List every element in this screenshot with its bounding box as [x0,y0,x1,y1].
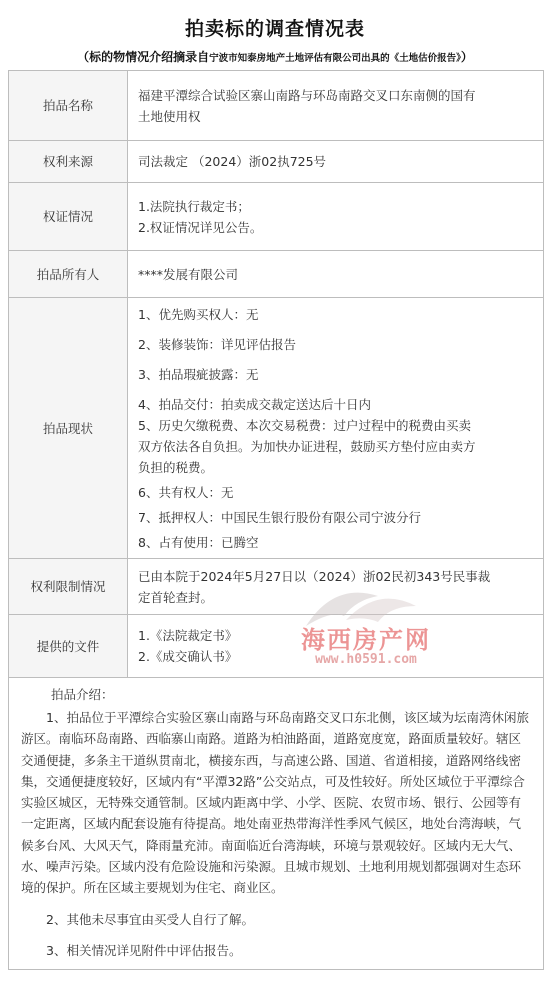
list-item [138,507,535,528]
row-label: 提供的文件 [9,615,128,678]
value-line: 已由本院于2024年5月27日以（2024）浙02民初343号民事裁 [138,568,491,584]
value-line: 定首轮查封。 [138,589,214,605]
table-row [9,615,544,678]
status-line: 负担的税费。 [138,459,214,475]
page-subtitle [0,48,550,65]
table-row [9,183,544,251]
row-label: 拍品名称 [9,71,128,141]
subtitle-suffix: ） [460,50,473,64]
intro-paragraph: 1、拍品位于平潭综合实验区寨山南路与环岛南路交叉口东北侧，该区域为坛南湾休闲旅游区。南临环岛南路、西临寨山南路。道路为柏油路面，道路宽度宽，路面质量较好。辖区交通便捷，多条主干道纵贯南北，横接东西，与高速公路、国道、省道相接，道路网络线密集，交通便捷度较好，区域内有“平潭32路”公交站点，可及性较好。所处区域位于平潭综合实验区城区，无特殊交通管制。区域内距离中学、小学、医院、农贸市场、银行、公园等有一定距离，区域内配套设施有待提高。地处南亚热带海洋性季风气候区，地处台湾海峡，气候多台风、大风天气，降雨量充沛。南面临近台湾海峡，环境与景观较好。区域内无大气、水、噪声污染。区域内没有危险设施和污染源。且城市规划、土地利用规划都强调对生态环境的保护。所在区域主要规划为住宅、商业区。 [21,710,529,896]
row-label: 权证情况 [9,183,128,251]
row-value [128,615,544,678]
table-row [9,559,544,615]
status-line: 5、历史欠缴税费、本次交易税费：过户过程中的税费由买卖 [138,417,471,433]
subtitle-source: 宁波市知泰房地产土地评估有限公司出具的《土地估价报告》 [209,53,461,64]
subtitle-prefix: （标的物情况介绍摘录自 [77,50,210,64]
value-line: 1.法院执行裁定书； [138,198,250,214]
status-line: 4、拍品交付：拍卖成交裁定送达后十日内 [138,396,371,412]
row-value [128,251,544,298]
row-label: 权利限制情况 [9,559,128,615]
status-line: 8、占有使用：已腾空 [138,534,259,550]
status-line: 1、优先购买权人：无 [138,306,259,322]
table-row [9,298,544,559]
list-item [138,364,535,385]
value-line: ****发展有限公司 [138,266,239,282]
status-line: 2、装修装饰：详见评估报告 [138,336,296,352]
table-row [9,141,544,183]
list-item [138,394,535,478]
list-item [138,304,535,325]
page-title: 拍卖标的调查情况表 [184,18,365,40]
intro-cell [9,678,544,970]
intro-heading: 拍品介绍： [51,687,114,702]
status-line: 3、拍品瑕疵披露：无 [138,366,259,382]
value-line: 司法裁定 （2024）浙02执725号 [138,154,327,169]
table-row [9,251,544,298]
document-link: 1.《法院裁定书》 [138,628,238,643]
status-line: 双方依法各自负担。为加快办证进程，鼓励买方垫付应由卖方 [138,438,476,454]
row-label: 权利来源 [9,141,128,183]
list-item [138,532,535,553]
table-row [9,678,544,970]
survey-table [8,70,544,970]
row-value [128,559,544,615]
list-item [138,334,535,355]
document-link: 2.《成交确认书》 [138,649,238,664]
intro-note: 2、其他未尽事宜由买受人自行了解。 [46,911,254,927]
list-item [138,482,535,503]
row-value [128,183,544,251]
row-label: 拍品现状 [9,298,128,559]
watermark-url: www.h0591.com [315,652,417,667]
row-value [128,71,544,141]
status-line: 6、共有权人：无 [138,484,234,500]
intro-note: 3、相关情况详见附件中评估报告。 [46,942,242,958]
value-line: 福建平潭综合试验区寨山南路与环岛南路交叉口东南侧的国有 [138,87,476,103]
row-value [128,141,544,183]
value-line: 土地使用权 [138,108,201,124]
value-line: 2.权证情况详见公告。 [138,219,263,235]
status-line: 7、抵押权人：中国民生银行股份有限公司宁波分行 [138,509,421,525]
table-row [9,71,544,141]
row-label: 拍品所有人 [9,251,128,298]
status-list [128,298,544,559]
watermark-text: 海西房产网 [301,626,431,654]
